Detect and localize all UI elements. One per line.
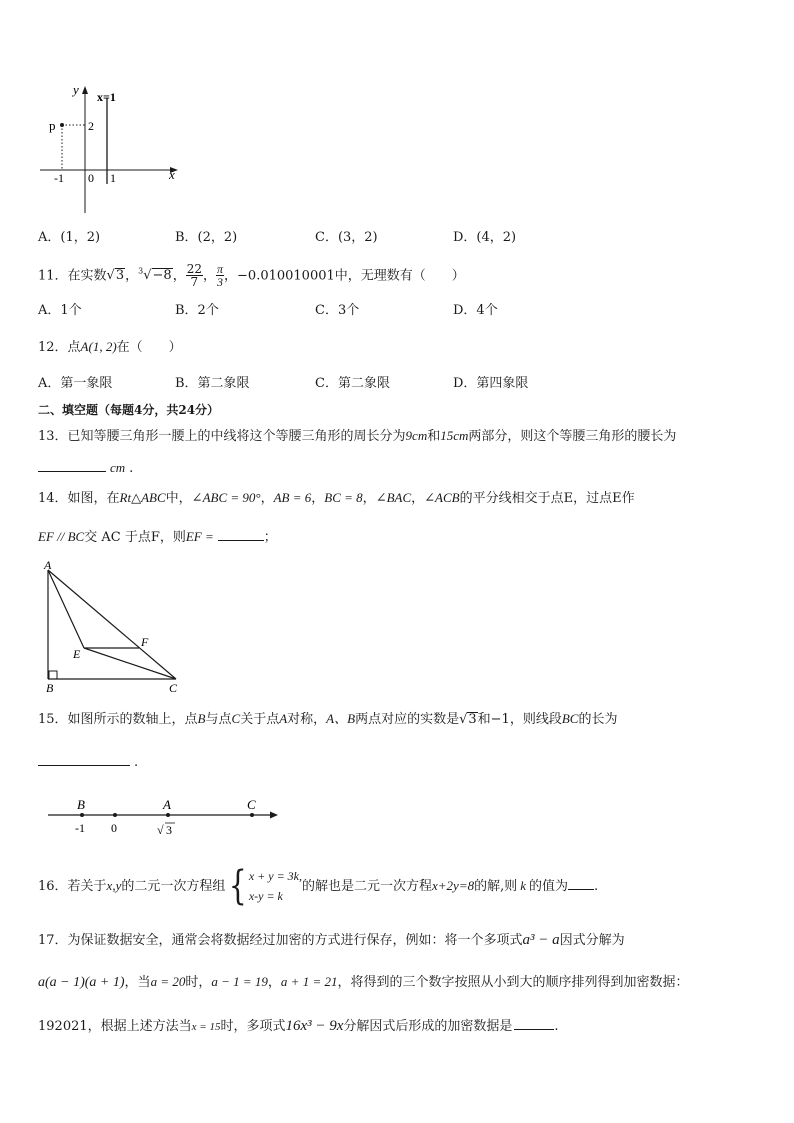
angle-abc: ∠ABC = 90° [191, 490, 261, 505]
sep: ， [267, 975, 281, 990]
equation-system [249, 866, 302, 906]
x-axis-label: x [169, 167, 175, 182]
q12-option-b: B．第二象限 [175, 376, 250, 391]
q13-text: 13．已知等腰三角形一腰上的中线将这个等腰三角形的周长分为 [38, 429, 406, 444]
q17-text: ，当 [124, 975, 151, 990]
q17-text: 时， [185, 975, 212, 990]
q10-option-a: A．(1，2) [38, 230, 101, 245]
q11-option-d: D．4个 [453, 303, 498, 318]
label-c: C [247, 797, 256, 812]
ef-parallel-bc: EF // BC [38, 529, 85, 544]
section-heading: 二、填空题（每题4分，共24分） [38, 403, 220, 417]
ef-equals: EF = [185, 529, 214, 544]
polynomial-2: 16x³ − 9x [285, 1018, 344, 1034]
q13-and: 和 [427, 429, 441, 444]
y-axis-label: y [73, 82, 79, 97]
q16-line [38, 863, 599, 910]
unit-cm: cm [412, 428, 428, 443]
vertex-b: B [46, 681, 54, 695]
q10-option-d: D．(4，2) [453, 230, 517, 245]
sep: ， [362, 491, 376, 506]
equation-1: x + y = 3k, [248, 869, 302, 883]
q15-line1 [38, 712, 617, 727]
q17-text: 分解因式后形成的加密数据是 [343, 1019, 513, 1034]
q11-option-a: A．1个 [38, 303, 82, 318]
tick-neg1: -1 [75, 821, 85, 835]
q14-text: 的平分线相交于点E，过点E作 [459, 491, 635, 506]
vertex-c: C [169, 681, 178, 695]
point-b: B [197, 711, 206, 726]
q15-text: 的长为 [578, 712, 618, 727]
angle-bac: ∠BAC [375, 490, 412, 505]
factorization: a(a − 1)(a + 1) [38, 975, 125, 990]
x-equals-15: x = 15 [191, 1021, 221, 1033]
q11-label: 11．在实数 [38, 268, 107, 284]
q11-option-c: C．3个 [315, 303, 360, 318]
value-15: 15 [440, 428, 454, 443]
q11-tail: ，−0.010010001中，无理数有（ ） [224, 268, 465, 284]
sep: ， [260, 491, 274, 506]
answer-blank[interactable] [38, 459, 106, 472]
unit-cm: cm [453, 428, 469, 443]
q17-text: 17．为保证数据安全，通常会将数据经过加密的方式进行保存，例如：将一个多项式 [38, 933, 523, 948]
q15-text: 和−1，则线段 [477, 712, 562, 727]
segment-bc: BC [561, 711, 579, 726]
var-k: k [520, 878, 527, 893]
q11-option-b: B．2个 [175, 303, 219, 318]
q10-option-c: C．(3，2) [315, 230, 378, 245]
q15-text: 15．如图所示的数轴上，点 [38, 712, 198, 727]
rt-triangle: Rt△ABC [119, 490, 166, 505]
q14-text: 14．如图，在 [38, 491, 120, 506]
period: . [554, 1019, 559, 1034]
q12-option-d: D．第四象限 [453, 376, 529, 391]
period: . [594, 879, 599, 894]
answer-blank[interactable] [514, 1017, 554, 1030]
period: . [129, 461, 134, 476]
a-equals-20: a = 20 [150, 974, 186, 989]
coordinate-figure [36, 78, 186, 218]
fraction-pi-3: $\frac{\pi}{3}$ [217, 261, 224, 290]
q12-post: 在（ ） [116, 340, 182, 355]
vars-xy: x,y [106, 878, 122, 893]
q11-stem [38, 259, 465, 289]
tick-sqrt3-radicand: 3 [166, 823, 172, 837]
sep: ， [125, 268, 139, 284]
answer-blank[interactable] [218, 528, 264, 541]
vertex-e: E [73, 647, 81, 661]
answer-blank[interactable] [568, 877, 594, 890]
sqrt3: √3 [459, 712, 477, 727]
sep: ， [172, 268, 186, 284]
vertex-a: A [44, 558, 52, 572]
label-b: B [77, 797, 85, 812]
x-tick-1: 1 [110, 171, 116, 185]
ab-length: AB = 6 [273, 490, 312, 505]
cube-root: $^3$√−8 [138, 267, 172, 284]
q17-line1 [38, 933, 625, 948]
period: . [134, 755, 139, 770]
q17-text: ，将得到的三个数字按照从小到大的顺序排列得到加密数据： [337, 975, 689, 990]
q17-text: 时，多项式 [220, 1019, 286, 1034]
q10-option-b: B．(2，2) [175, 230, 238, 245]
triangle-figure [38, 558, 188, 698]
q17-text: 因式分解为 [559, 933, 625, 948]
q14-line2 [38, 528, 277, 544]
point-p-label: p [49, 118, 56, 133]
tick-sqrt3: √ [157, 823, 164, 837]
y-tick-2: 2 [88, 119, 94, 133]
equation-2: x-y = k [248, 889, 283, 903]
points-ab: A、B [326, 711, 356, 726]
q15-text: 两点对应的实数是 [355, 712, 460, 727]
q13-line1 [38, 429, 676, 443]
x-tick-neg1: -1 [54, 171, 64, 185]
q15-text: 与点 [205, 712, 232, 727]
q14-line1 [38, 491, 635, 505]
brace: { [229, 863, 247, 909]
q13-text-b: 两部分，则这个等腰三角形的腰长为 [468, 429, 677, 444]
q17-line2 [38, 975, 688, 990]
bc-length: BC = 8 [324, 490, 363, 505]
sep: ， [203, 268, 217, 284]
point-c: C [231, 711, 241, 726]
vertex-f: F [141, 635, 149, 649]
q17-text: 192021，根据上述方法当 [38, 1019, 192, 1034]
tick-0: 0 [111, 821, 117, 835]
q16-text: 16．若关于 [38, 879, 107, 894]
q15-line2 [38, 753, 138, 769]
q16-text: 的二元一次方程组 [121, 879, 226, 894]
semicolon: ； [263, 530, 277, 545]
q14-text: 中， [165, 491, 192, 506]
polynomial-1: a³ − a [522, 932, 560, 948]
q17-line3 [38, 1017, 559, 1034]
q13-line2 [38, 459, 133, 475]
a-minus-1: a − 1 = 19 [211, 974, 268, 989]
q14-text: 交 AC 于点F，则 [84, 530, 186, 545]
a-plus-1: a + 1 = 21 [280, 974, 338, 989]
q15-text: 对称， [287, 712, 327, 727]
q12-option-a: A．第一象限 [38, 376, 113, 391]
unit-cm: cm [110, 460, 126, 475]
answer-blank[interactable] [38, 753, 130, 766]
q16-text: 的解也是二元一次方程 [302, 879, 433, 894]
label-a: A [163, 797, 171, 812]
equation-3: x+2y=8 [432, 878, 475, 893]
point-a: A(1, 2) [80, 339, 117, 354]
q16-text: 的值为 [529, 879, 569, 894]
q12-stem [38, 340, 182, 354]
fraction-22-7: $\frac{22}{7}$ [186, 261, 202, 290]
q12-option-c: C．第二象限 [315, 376, 390, 391]
number-line-figure [44, 794, 289, 842]
sep: ， [311, 491, 325, 506]
line-label: x=1 [97, 90, 116, 104]
q12-pre: 12．点 [38, 340, 81, 355]
q15-text: 关于点 [240, 712, 280, 727]
sqrt3: √3 [106, 268, 125, 284]
angle-acb: ∠ACB [424, 490, 460, 505]
value-9: 9 [405, 428, 413, 443]
q16-text: 的解,则 [474, 879, 518, 894]
sep: ， [411, 491, 425, 506]
point-a: A [279, 711, 288, 726]
origin-label: 0 [88, 171, 94, 185]
